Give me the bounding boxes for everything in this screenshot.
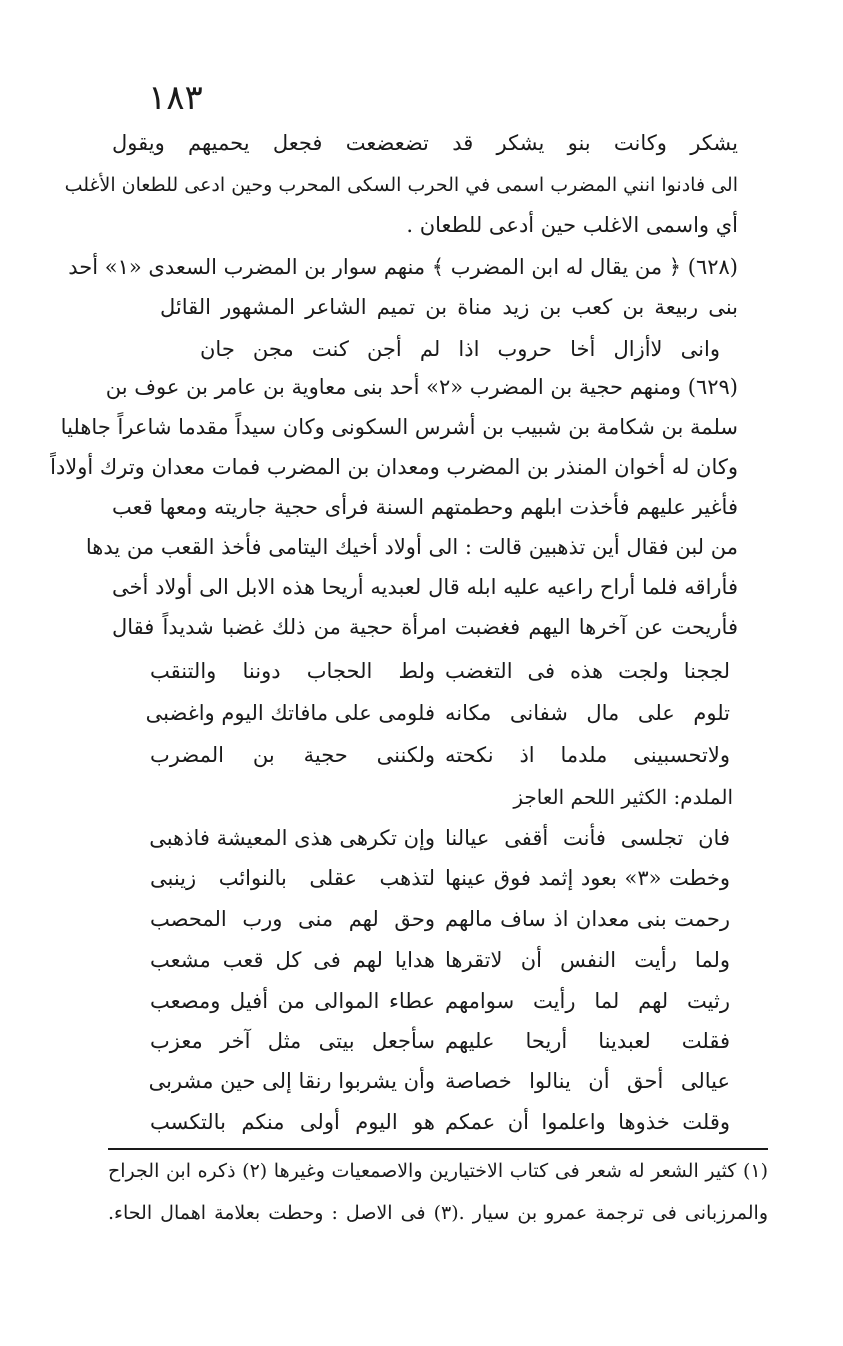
poem-verse	[150, 1065, 730, 1097]
verse-second-hemistich: وأن يشربوا رنقا إلى حين مشربى	[148, 1069, 435, 1093]
verse-second-hemistich: سأجعل بيتى مثل آخر معزب	[150, 1029, 435, 1053]
poem-verse	[150, 655, 730, 687]
page-number: ١٨٣	[148, 78, 203, 118]
verse-second-hemistich: فلومى على مافاتك اليوم واغضبى	[145, 701, 435, 725]
verse-second-hemistich: ولكننى حجية بن المضرب	[150, 743, 435, 767]
footnote-separator	[108, 1148, 768, 1150]
poem-verse	[150, 903, 730, 935]
verse-second-hemistich: وحق لهم منى ورب المحصب	[150, 907, 435, 931]
verse-first-hemistich: لججنا ولجت هذه فى التغضب	[445, 659, 730, 683]
poem-verse	[150, 862, 730, 894]
verse-first-hemistich: عيالى أحق أن ينالوا خصاصة	[445, 1069, 730, 1093]
verse-second-hemistich: هدايا لهم فى كل قعب مشعب	[150, 948, 435, 972]
verse-first-hemistich: رثيت لهم لما رأيت سوامهم	[445, 989, 730, 1013]
prose-line: فأراقه فلما أراح راعيه عليه ابله قال لعبديه أريحا هذه الابل الى أولاد أخى	[112, 575, 738, 599]
entry-629-heading: (٦٢٩) ومنهم حجية بن المضرب «٢» أحد بنى معاوية بن عامر بن عوف بن	[105, 375, 738, 399]
verse-line: وانى لاأزال أخا حروب اذا لم أجن كنت مجن جان	[200, 337, 720, 361]
verse-first-hemistich: وقلت خذوها واعلموا أن عمكم	[445, 1110, 730, 1134]
poem-verse	[150, 944, 730, 976]
prose-line: سلمة بن شكامة بن شبيب بن أشرس السكونى وكان سيداً مقدما شاعراً جاهليا	[60, 415, 738, 439]
prose-line: فأريحت عن آخرها اليهم فغضبت امرأة حجية من ذلك غضبا شديداً فقال	[112, 615, 738, 639]
prose-line: فأغير عليهم فأخذت ابلهم وحطمتهم السنة فرأى حجية جاريته ومعها قعب	[112, 495, 738, 519]
verse-second-hemistich: وإن تكرهى هذى المعيشة فاذهبى	[149, 826, 435, 850]
prose-line: وكان له أخوان المنذر بن المضرب ومعدان بن المضرب فمات معدان وترك أولاداً	[50, 455, 738, 479]
prose-line: يشكر وكانت بنو يشكر قد تضعضعت فجعل يحميهم ويقول	[112, 131, 738, 155]
prose-line: أي واسمى الاغلب حين أدعى للطعان .	[406, 213, 738, 237]
poem-verse	[150, 1025, 730, 1057]
rajaz-verse-line: الى فادنوا انني المضرب اسمى في الحرب السكى المحرب وحين ادعى للطعان الأغلب	[64, 174, 738, 196]
verse-first-hemistich: ولما رأيت النفس أن لاتقرها	[445, 948, 730, 972]
word-gloss: الملدم: الكثير اللحم العاجز	[513, 785, 733, 809]
verse-first-hemistich: فقلت لعبدينا أريحا عليهم	[445, 1029, 730, 1053]
verse-first-hemistich: تلوم على مال شفانى مكانه	[445, 701, 730, 725]
poem-verse	[145, 697, 730, 729]
prose-line: من لبن فقال أين تذهبين قالت : الى أولاد أخيك اليتامى فأخذ القعب من يدها	[85, 535, 738, 559]
verse-second-hemistich: عطاء الموالى من أفيل ومصعب	[150, 989, 435, 1013]
verse-second-hemistich: لتذهب عقلى بالنوائب زينبى	[150, 866, 435, 890]
entry-628-heading: (٦٢٨) ﴿ من يقال له ابن المضرب ﴾ منهم سوار بن المضرب السعدى «١» أحد	[68, 255, 738, 279]
poem-verse	[150, 1106, 730, 1138]
prose-line: بنى ربيعة بن كعب بن زيد مناة بن تميم الشاعر المشهور القائل	[160, 295, 738, 319]
footnote-line: (١) كثير الشعر له شعر فى كتاب الاختيارين والاصمعيات وغيرها (٢) ذكره ابن الجراح	[108, 1160, 768, 1182]
verse-second-hemistich: هو اليوم أولى منكم بالتكسب	[150, 1110, 435, 1134]
poem-verse	[150, 822, 730, 854]
verse-first-hemistich: ولاتحسبينى ملدما اذ نكحته	[445, 743, 730, 767]
footnote-line: والمرزبانى فى ترجمة عمرو بن سيار .(٣) فى الاصل : وحطت بعلامة اهمال الحاء.	[108, 1202, 769, 1224]
poem-verse	[150, 739, 730, 771]
verse-first-hemistich: وخطت «٣» بعود إثمد فوق عينها	[445, 866, 731, 890]
verse-second-hemistich: ولط الحجاب دوننا والتنقب	[150, 659, 435, 683]
verse-first-hemistich: رحمت بنى معدان اذ ساف مالهم	[445, 907, 730, 931]
poem-verse	[150, 985, 730, 1017]
verse-first-hemistich: فان تجلسى فأنت أقفى عيالنا	[445, 826, 730, 850]
